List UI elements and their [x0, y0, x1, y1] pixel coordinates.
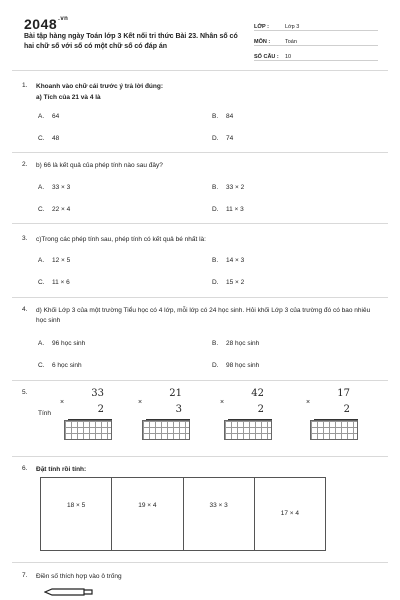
question-divider — [12, 456, 388, 457]
option-text: 48 — [52, 135, 60, 142]
cell-expression: 18 × 5 — [66, 502, 86, 509]
question-prompt: d) Khối Lớp 3 của một trường Tiểu học có 4 lớp, mỗi lớp có 24 học sinh. Hỏi khối Lớp 3 của trường đó có bao nhiêu học sinh — [36, 307, 371, 324]
option-text: 22 × 4 — [52, 206, 71, 213]
pencil-icon — [44, 588, 94, 596]
option-text: 98 học sinh — [226, 362, 260, 369]
meta-row-count — [254, 46, 378, 61]
meta-label: MÔN : — [254, 39, 271, 45]
option-letter: D. — [212, 135, 219, 142]
question-divider — [12, 152, 388, 153]
work-table — [40, 477, 326, 551]
option-d[interactable] — [212, 135, 233, 142]
work-cell[interactable] — [184, 478, 255, 550]
meta-value: Toán — [285, 39, 297, 45]
option-letter: A. — [38, 184, 45, 191]
option-letter: C. — [38, 135, 45, 142]
multiplication-1 — [60, 388, 120, 448]
question-number: 1. — [22, 82, 28, 89]
answer-grid[interactable] — [224, 420, 272, 440]
compute-label: Tính — [38, 410, 52, 417]
option-text: 28 học sinh — [226, 340, 260, 347]
option-letter: A. — [38, 257, 45, 264]
logo-suffix: .vn — [58, 16, 69, 22]
multiplication-4 — [306, 388, 366, 448]
meta-row-subject — [254, 31, 378, 46]
option-letter: D. — [212, 362, 219, 369]
question-number: 2. — [22, 161, 28, 168]
option-letter: C. — [38, 279, 45, 286]
meta-label: SỐ CÂU : — [254, 54, 279, 60]
multiplier: 2 — [97, 404, 104, 415]
logo-text: 2048 — [24, 16, 58, 32]
option-c[interactable] — [38, 135, 59, 142]
header-divider — [12, 70, 388, 71]
multiplicand: 42 — [251, 388, 264, 399]
option-c[interactable] — [38, 362, 82, 369]
times-sign: × — [306, 399, 311, 406]
answer-grid[interactable] — [310, 420, 358, 440]
option-letter: D. — [212, 279, 219, 286]
question-divider — [12, 562, 388, 563]
option-text: 33 × 3 — [52, 184, 71, 191]
question-prompt: Đặt tính rồi tính: — [36, 466, 87, 473]
option-c[interactable] — [38, 206, 70, 213]
option-letter: B. — [212, 257, 219, 264]
option-b[interactable] — [212, 113, 233, 120]
question-prompt: Điền số thích hợp vào ô trống — [36, 573, 122, 580]
multiplier: 2 — [257, 404, 264, 415]
multiplicand: 17 — [337, 388, 350, 399]
option-text: 96 học sinh — [52, 340, 86, 347]
answer-grid[interactable] — [64, 420, 112, 440]
work-cell[interactable] — [112, 478, 183, 550]
times-sign: × — [220, 399, 225, 406]
multiplier: 2 — [343, 404, 350, 415]
option-letter: A. — [38, 340, 45, 347]
multiplier: 3 — [175, 404, 182, 415]
multiplication-2 — [138, 388, 198, 448]
option-b[interactable] — [212, 184, 244, 191]
work-cell[interactable] — [255, 478, 325, 550]
option-text: 64 — [52, 113, 60, 120]
option-text: 14 × 3 — [226, 257, 245, 264]
option-b[interactable] — [212, 257, 244, 264]
question-prompt: Khoanh vào chữ cái trước ý trả lời đúng: — [36, 83, 164, 90]
meta-label: LỚP : — [254, 24, 269, 30]
option-c[interactable] — [38, 279, 70, 286]
option-text: 12 × 5 — [52, 257, 71, 264]
meta-value: Lớp 3 — [285, 24, 300, 30]
question-prompt: c)Trong các phép tính sau, phép tính có kết quả bé nhất là: — [36, 236, 206, 243]
worksheet-meta — [254, 16, 378, 61]
option-a[interactable] — [38, 113, 59, 120]
option-letter: D. — [212, 206, 219, 213]
option-text: 84 — [226, 113, 234, 120]
option-letter: B. — [212, 184, 219, 191]
cell-expression: 17 × 4 — [280, 510, 299, 517]
option-d[interactable] — [212, 362, 259, 369]
meta-value: 10 — [285, 54, 292, 60]
option-text: 11 × 3 — [226, 206, 244, 213]
option-a[interactable] — [38, 184, 70, 191]
option-letter: C. — [38, 362, 45, 369]
question-divider — [12, 223, 388, 224]
question-number: 3. — [22, 235, 28, 242]
option-letter: B. — [212, 113, 219, 120]
cell-expression: 33 × 3 — [209, 502, 228, 509]
times-sign: × — [60, 399, 65, 406]
question-number: 7. — [22, 572, 28, 579]
option-letter: C. — [38, 206, 45, 213]
worksheet-title: Bài tập hàng ngày Toán lớp 3 Kết nối tri thức Bài 23. Nhân số có hai chữ số với số có một chữ số có đáp án — [24, 33, 238, 50]
option-text: 6 học sinh — [52, 362, 82, 369]
question-prompt: b) 66 là kết quả của phép tính nào sau đây? — [36, 162, 163, 169]
option-d[interactable] — [212, 206, 244, 213]
question-divider — [12, 380, 388, 381]
option-a[interactable] — [38, 340, 85, 347]
cell-expression: 19 × 4 — [138, 502, 157, 509]
multiplication-3 — [220, 388, 280, 448]
site-logo[interactable] — [24, 16, 68, 32]
question-subprompt: a) Tích của 21 và 4 là — [36, 94, 101, 101]
meta-row-class — [254, 16, 378, 31]
question-number: 5. — [22, 389, 28, 396]
option-a[interactable] — [38, 257, 70, 264]
multiplicand: 33 — [91, 388, 104, 399]
work-cell[interactable] — [41, 478, 112, 550]
option-text: 33 × 2 — [226, 184, 245, 191]
option-text: 11 × 6 — [52, 279, 70, 286]
question-divider — [12, 297, 388, 298]
multiplicand: 21 — [169, 388, 182, 399]
times-sign: × — [138, 399, 143, 406]
option-b[interactable] — [212, 340, 259, 347]
option-text: 15 × 2 — [226, 279, 245, 286]
option-text: 74 — [226, 135, 234, 142]
answer-grid[interactable] — [142, 420, 190, 440]
option-d[interactable] — [212, 279, 244, 286]
question-number: 6. — [22, 465, 28, 472]
question-number: 4. — [22, 306, 28, 313]
option-letter: B. — [212, 340, 219, 347]
option-letter: A. — [38, 113, 45, 120]
